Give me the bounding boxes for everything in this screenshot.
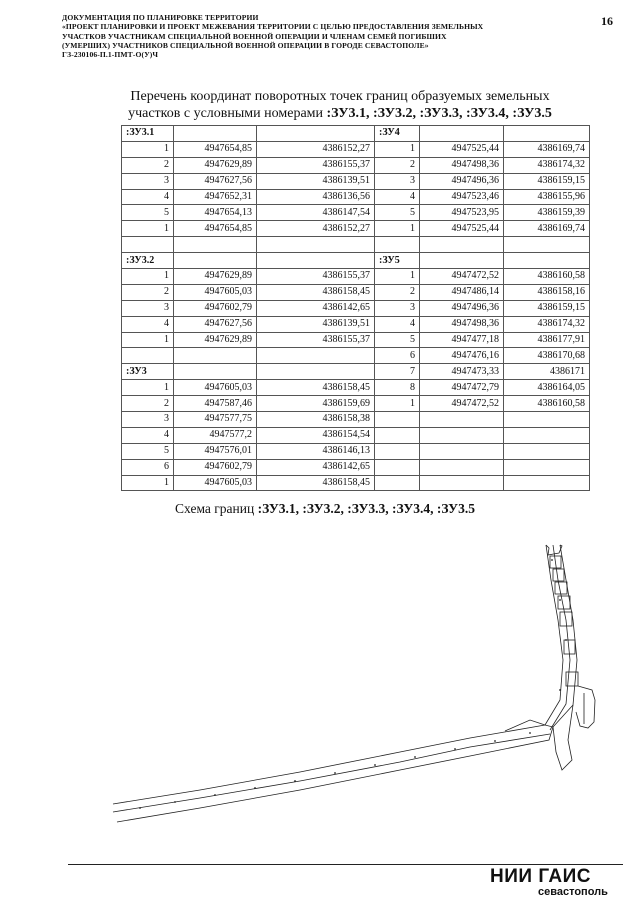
point-number: 4 [375, 189, 420, 205]
coord-x: 4947477,18 [420, 332, 504, 348]
point-number: 4 [122, 189, 174, 205]
title-prefix: участков с условными номерами [128, 106, 327, 121]
coord-x: 4947525,44 [420, 221, 504, 237]
road-strip-lower [113, 734, 550, 812]
point-number: 2 [122, 284, 174, 300]
point-number: 5 [375, 332, 420, 348]
point-number: 3 [122, 300, 174, 316]
point-number: 1 [122, 221, 174, 237]
vertex-point [294, 780, 296, 782]
coord-x: 4947577,75 [174, 412, 257, 428]
header-line: УЧАСТКОВ УЧАСТНИКАМ СПЕЦИАЛЬНОЙ ВОЕННОЙ ОПЕРАЦИИ И ЧЛЕНАМ СЕМЕЙ ПОГИБШИХ [62, 31, 447, 41]
coord-x: 4947476,16 [420, 348, 504, 364]
coord-y: 4386158,38 [257, 412, 375, 428]
brand-city: севастополь [538, 886, 608, 898]
point-number: 2 [122, 157, 174, 173]
coord-x: 4947629,89 [174, 157, 257, 173]
vertex-ticks [139, 559, 567, 809]
coord-x: 4947525,44 [420, 141, 504, 157]
point-number: 2 [375, 284, 420, 300]
point-number: 4 [122, 316, 174, 332]
vertex-point [254, 787, 256, 789]
coord-x: 4947576,01 [174, 443, 257, 459]
point-number: 8 [375, 380, 420, 396]
coord-y: 4386136,56 [257, 189, 375, 205]
header-line: «ПРОЕКТ ПЛАНИРОВКИ И ПРОЕКТ МЕЖЕВАНИЯ ТЕРРИТОРИИ С ЦЕЛЬЮ ПРЕДОСТАВЛЕНИЯ ЗЕМЕЛЬНЫХ [62, 22, 484, 32]
coord-x: 4947577,2 [174, 427, 257, 443]
parcel-cell [558, 596, 570, 609]
point-number: 2 [122, 396, 174, 412]
vertex-point [334, 772, 336, 774]
coord-y: 4386160,58 [504, 396, 590, 412]
coord-y: 4386159,69 [257, 396, 375, 412]
vertex-point [374, 764, 376, 766]
point-number: 1 [122, 475, 174, 491]
point-number: 3 [375, 300, 420, 316]
parcel-cell [555, 582, 567, 594]
point-number: 3 [122, 412, 174, 428]
coord-y: 4386159,39 [504, 205, 590, 221]
coord-y: 4386155,37 [257, 332, 375, 348]
coord-x: 4947627,56 [174, 173, 257, 189]
vertex-point [414, 756, 416, 758]
page-number: 16 [601, 14, 613, 28]
document-code: ГЗ-230106-П.1-ПМТ-О(У)Ч [62, 50, 159, 60]
vertex-point [454, 748, 456, 750]
coord-y: 4386158,45 [257, 380, 375, 396]
coord-y: 4386158,45 [257, 284, 375, 300]
boundary-lines [113, 545, 595, 822]
vertex-point [565, 639, 567, 641]
coord-x: 4947652,31 [174, 189, 257, 205]
coord-x: 4947654,13 [174, 205, 257, 221]
road-strip-upper [113, 725, 553, 822]
coord-y: 4386174,32 [504, 316, 590, 332]
scheme-codes: :ЗУ3.1, :ЗУ3.2, :ЗУ3.3, :ЗУ3.4, :ЗУ3.5 [257, 501, 475, 516]
brand-logo: НИИ ГАИС [490, 866, 591, 887]
coord-y: 4386155,37 [257, 157, 375, 173]
coord-y: 4386142,65 [257, 300, 375, 316]
coord-x: 4947654,85 [174, 141, 257, 157]
point-number: 1 [375, 221, 420, 237]
point-number: 1 [375, 141, 420, 157]
coord-x: 4947472,52 [420, 396, 504, 412]
vertex-point [139, 807, 141, 809]
coord-x: 4947602,79 [174, 300, 257, 316]
coord-y: 4386152,27 [257, 141, 375, 157]
parcel-group-right [576, 686, 595, 728]
point-number: 5 [375, 205, 420, 221]
coord-y: 4386160,58 [504, 269, 590, 285]
coord-x: 4947523,46 [420, 189, 504, 205]
coord-y: 4386142,65 [257, 459, 375, 475]
vertex-point [551, 559, 553, 561]
parcel-label: :ЗУ4 [375, 126, 420, 142]
coord-y: 4386158,16 [504, 284, 590, 300]
header-line: (УМЕРШИХ) УЧАСТНИКОВ СПЕЦИАЛЬНОЙ ВОЕННОЙ ОПЕРАЦИИ В ГОРОДЕ СЕВАСТОПОЛЕ» [62, 40, 429, 50]
coord-y: 4386139,51 [257, 316, 375, 332]
vertex-point [174, 801, 176, 803]
coord-y: 4386171 [504, 364, 590, 380]
footer-rule [68, 864, 623, 865]
vertex-point [529, 732, 531, 734]
point-number: 5 [122, 205, 174, 221]
coord-y: 4386158,45 [257, 475, 375, 491]
coord-x: 4947498,36 [420, 316, 504, 332]
coord-x: 4947605,03 [174, 380, 257, 396]
coord-x: 4947496,36 [420, 173, 504, 189]
corridor-left [545, 545, 563, 725]
coord-y: 4386139,51 [257, 173, 375, 189]
point-number: 1 [122, 332, 174, 348]
parcel-label: :ЗУ3.2 [122, 253, 174, 269]
coord-y: 4386164,05 [504, 380, 590, 396]
coord-y: 4386174,32 [504, 157, 590, 173]
coord-x: 4947486,14 [420, 284, 504, 300]
coord-y: 4386169,74 [504, 141, 590, 157]
coord-x: 4947627,56 [174, 316, 257, 332]
coord-x: 4947498,36 [420, 157, 504, 173]
coord-x: 4947523,95 [420, 205, 504, 221]
coord-y: 4386159,15 [504, 173, 590, 189]
point-number: 1 [375, 396, 420, 412]
coord-x: 4947602,79 [174, 459, 257, 475]
point-number: 1 [375, 269, 420, 285]
vertex-point [559, 689, 561, 691]
point-number: 6 [375, 348, 420, 364]
coord-x: 4947629,89 [174, 269, 257, 285]
south-spur [553, 705, 573, 770]
coord-x: 4947496,36 [420, 300, 504, 316]
point-number: 7 [375, 364, 420, 380]
coord-x: 4947605,03 [174, 284, 257, 300]
vertex-point [559, 599, 561, 601]
title-codes: :ЗУ3.1, :ЗУ3.2, :ЗУ3.3, :ЗУ3.4, :ЗУ3.5 [326, 106, 552, 121]
point-number: 6 [122, 459, 174, 475]
point-number: 1 [122, 269, 174, 285]
coord-y: 4386154,54 [257, 427, 375, 443]
header-line: ДОКУМЕНТАЦИЯ ПО ПЛАНИРОВКЕ ТЕРРИТОРИИ [62, 13, 259, 22]
coord-y: 4386159,15 [504, 300, 590, 316]
point-number: 4 [122, 427, 174, 443]
coord-y: 4386152,27 [257, 221, 375, 237]
point-number: 3 [375, 173, 420, 189]
vertex-point [214, 794, 216, 796]
title-line-1: Перечень координат поворотных точек границ образуемых земельных [130, 89, 550, 104]
parcel-cell [553, 569, 564, 581]
parcel-label: :ЗУ3 [122, 364, 174, 380]
coord-x: 4947473,33 [420, 364, 504, 380]
point-number: 3 [122, 173, 174, 189]
coord-y: 4386170,68 [504, 348, 590, 364]
parcel-label: :ЗУ5 [375, 253, 420, 269]
west-spur [505, 720, 545, 731]
point-number: 4 [375, 316, 420, 332]
parcel-label: :ЗУ3.1 [122, 126, 174, 142]
coord-y: 4386177,91 [504, 332, 590, 348]
point-number: 1 [122, 380, 174, 396]
point-number: 5 [122, 443, 174, 459]
scheme-prefix: Схема границ [175, 501, 258, 516]
coord-x: 4947472,79 [420, 380, 504, 396]
vertex-point [494, 740, 496, 742]
point-number: 2 [375, 157, 420, 173]
coord-y: 4386169,74 [504, 221, 590, 237]
coord-y: 4386155,37 [257, 269, 375, 285]
coord-x: 4947654,85 [174, 221, 257, 237]
coord-x: 4947605,03 [174, 475, 257, 491]
point-number: 1 [122, 141, 174, 157]
coord-y: 4386147,54 [257, 205, 375, 221]
coord-x: 4947587,46 [174, 396, 257, 412]
coord-y: 4386155,96 [504, 189, 590, 205]
coord-y: 4386146,13 [257, 443, 375, 459]
coord-x: 4947629,89 [174, 332, 257, 348]
coord-x: 4947472,52 [420, 269, 504, 285]
